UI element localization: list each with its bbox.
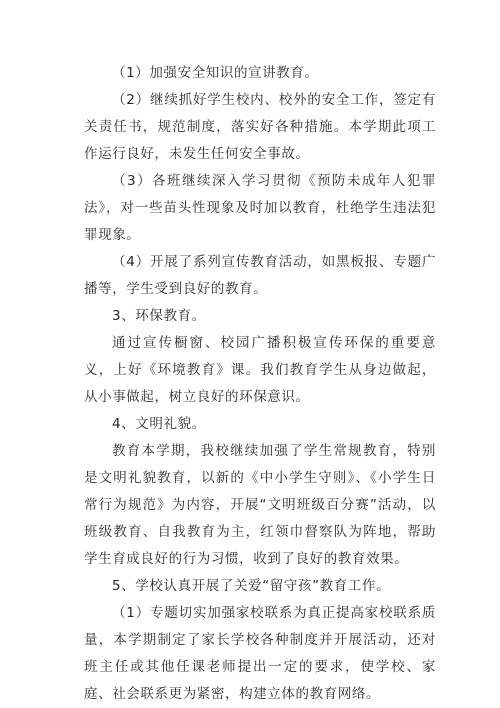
heading-environmental-education: 3、环保教育。	[112, 308, 206, 324]
paragraph-publicity-activities: （4）开展了系列宣传教育活动，如黑板报、专题广播等，学生受到良好的教育。	[84, 254, 436, 297]
paragraph-crime-prevention: （3）各班继续深入学习贯彻《预防未成年人犯罪法》，对一些苗头性现象及时加以教育，杜绝学生违法犯罪现象。	[84, 173, 436, 243]
paragraph-home-school-contact: （1）专题切实加强家校联系为真正提高家校联系质量，本学期制定了家长学校各种制度并开展活动，还对班主任或其他任课老师提出一定的要求，使学校、家庭、社会联系更为紧密，构建立体的教育网络。	[84, 605, 436, 702]
paragraph-safety-work: （2）继续抓好学生校内、校外的安全工作，签定有关责任书，规范制度，落实好各种措施。本学期此项工作运行良好，未发生任何安全事故。	[84, 92, 436, 162]
paragraph-civility-education: 教育本学期，我校继续加强了学生常规教育，特别是文明礼貌教育，以新的《中小学生守则》、《小学生日常行为规范》为内容，开展“文明班级百分赛”活动，以班级教育、自我教育为主，红领巾督察队为阵地，帮助学生育成良好的行为习惯，收到了良好的教育效果。	[84, 443, 436, 567]
heading-left-behind-children: 5、学校认真开展了关爱“留守孩”教育工作。	[112, 578, 391, 594]
paragraph-safety-knowledge: （1）加强安全知识的宣讲教育。	[112, 65, 319, 81]
document-body	[84, 60, 436, 708]
paragraph-environmental-education: 通过宣传橱窗、校园广播积极宣传环保的重要意义，上好《环境教育》课。我们教育学生从身边做起，从小事做起，树立良好的环保意识。	[84, 335, 436, 405]
heading-civility: 4、文明礼貌。	[112, 416, 206, 432]
